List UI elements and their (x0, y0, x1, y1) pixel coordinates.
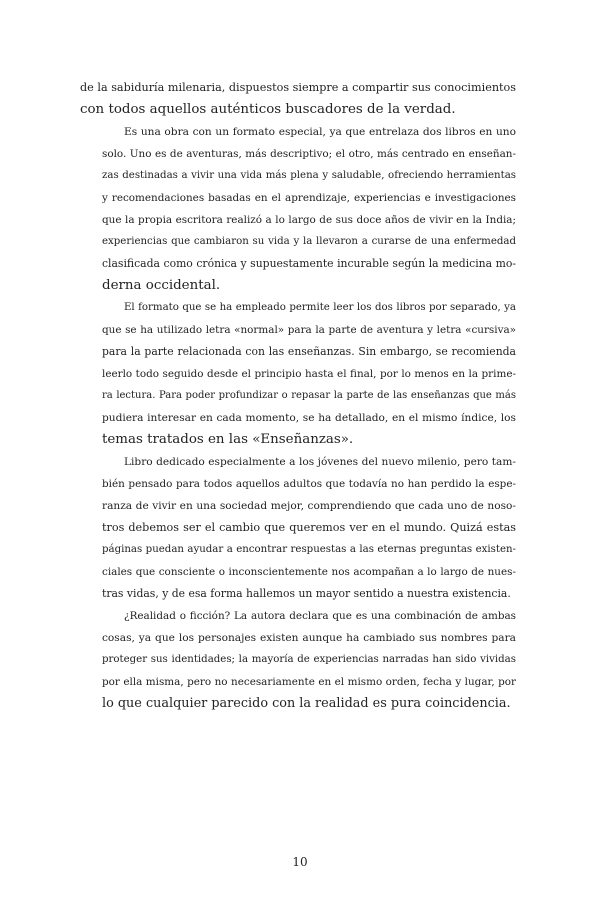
text-line: proteger sus identidades; la mayoría de experiencias narradas han sido vividas (102, 654, 516, 665)
text-line: lo que cualquier parecido con la realidad es pura coincidencia. (102, 696, 511, 711)
text-line: derna occidental. (102, 278, 221, 293)
text-line: Libro dedicado especialmente a los jóvenes del nuevo milenio, pero tam- (124, 456, 516, 468)
text-line: El formato que se ha empleado permite leer los dos libros por separado, ya (124, 302, 516, 313)
text-line: cosas, ya que los personajes existen aunque ha cambiado sus nombres para (102, 632, 516, 644)
text-line: tros debemos ser el cambio que queremos ver en el mundo. Quizá estas (102, 521, 516, 534)
text-line: Es una obra con un formato especial, ya que entrelaza dos libros en uno (124, 126, 516, 138)
text-line: clasificada como crónica y supuestamente incurable según la medicina mo- (102, 257, 516, 270)
paragraph (80, 121, 516, 297)
text-line: y recomendaciones basadas en el aprendizaje, experiencias e investigaciones (102, 192, 516, 204)
text-line: ¿Realidad o ficción? La autora declara que es una combinación de ambas (124, 610, 516, 622)
text-line: ciales que consciente o inconscientemente nos acompañan a lo largo de nues- (102, 566, 516, 578)
text-line: zas destinadas a vivir una vida más plena y saludable, ofreciendo herramientas (102, 170, 516, 181)
text-line: por ella misma, pero no necesariamente en el mismo orden, fecha y lugar, por (102, 676, 516, 688)
body-text (80, 77, 516, 715)
text-line: bién pensado para todos aquellos adultos que todavía no han perdido la espe- (102, 478, 516, 490)
text-line: pudiera interesar en cada momento, se ha detallado, en el mismo índice, los (102, 412, 516, 424)
paragraph (80, 77, 516, 121)
text-line: solo. Uno es de aventuras, más descriptivo; el otro, más centrado en enseñan- (102, 148, 516, 160)
text-line: leerlo todo seguido desde el principio hasta el final, por lo menos en la prime- (102, 368, 516, 380)
text-line: que la propia escritora realizó a lo largo de sus doce años de vivir en la India; (102, 214, 516, 226)
paragraph (80, 297, 516, 451)
text-line: de la sabiduría milenaria, dispuestos siempre a compartir sus conocimientos (80, 81, 516, 94)
text-line: temas tratados en las «Enseñanzas». (102, 432, 354, 447)
text-line: que se ha utilizado letra «normal» para la parte de aventura y letra «cursiva» (102, 324, 516, 336)
text-line: ranza de vivir en una sociedad mejor, comprendiendo que cada uno de noso- (102, 500, 516, 512)
text-line: para la parte relacionada con las enseñanzas. Sin embargo, se recomienda (102, 345, 516, 358)
page-number: 10 (292, 855, 308, 869)
text-line: ra lectura. Para poder profundizar o repasar la parte de las enseñanzas que más (102, 390, 516, 401)
paragraph (80, 605, 516, 715)
text-line: tras vidas, y de esa forma hallemos un mayor sentido a nuestra existencia. (102, 587, 511, 600)
text-line: experiencias que cambiaron su vida y la llevaron a curarse de una enfermedad (102, 236, 516, 247)
text-line: páginas puedan ayudar a encontrar respuestas a las eternas preguntas existen- (102, 544, 516, 555)
paragraph (80, 451, 516, 605)
text-line: con todos aquellos auténticos buscadores de la verdad. (80, 102, 456, 117)
